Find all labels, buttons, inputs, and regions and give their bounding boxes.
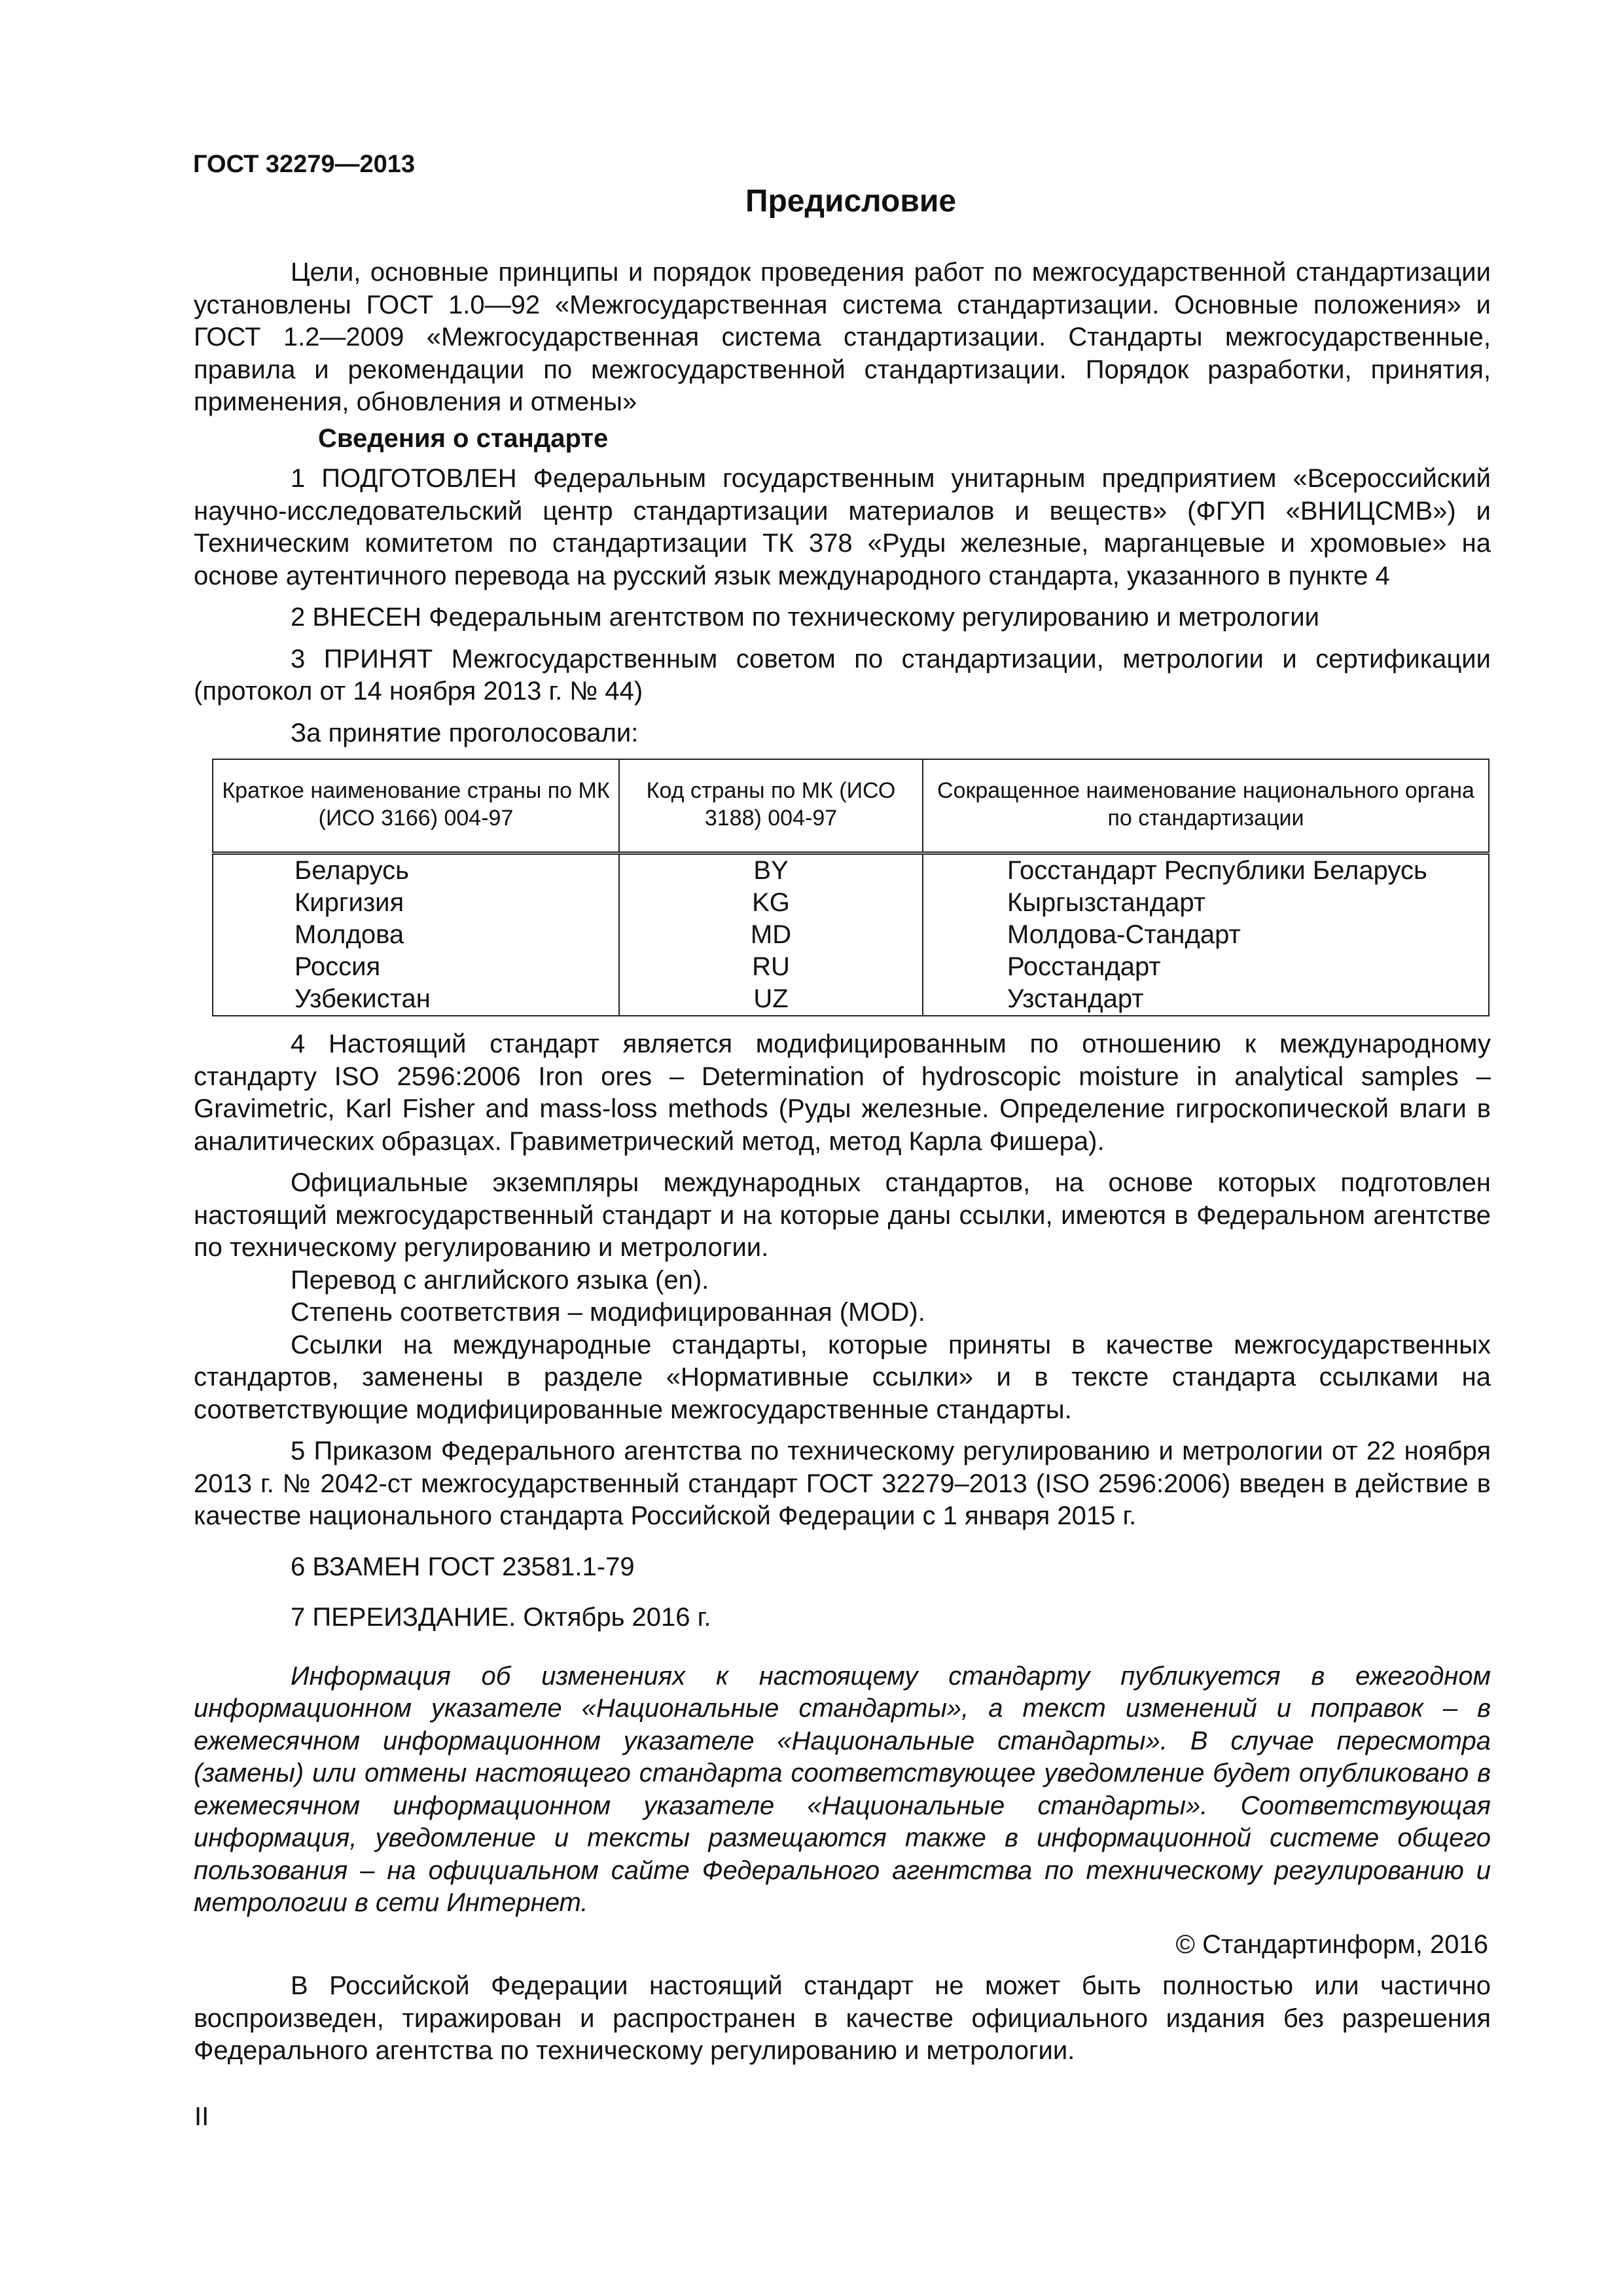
- country-cell: Молдова: [213, 919, 619, 951]
- country-cell: Беларусь: [213, 853, 619, 888]
- page-title: Предисловие: [745, 184, 957, 219]
- table-row: [213, 951, 1489, 983]
- code-cell: UZ: [619, 983, 923, 1016]
- table-row: [213, 853, 1489, 888]
- table-row: [213, 983, 1489, 1016]
- item-prepared: 1 ПОДГОТОВЛЕН Федеральным государственным унитарным предприятием «Всероссийский научно-исследовательский центр стандартизации материалов и веществ» (ФГУП «ВНИЦСМВ») и Техническим комитетом по стандартизации ТК 378 «Руды железные, марганцевые и хромовые» на основе аутентичного перевода на русский язык международного стандарта, указанного в пункте 4: [194, 464, 1491, 590]
- country-cell: Узбекистан: [213, 983, 619, 1016]
- national-body-cell: Молдова-Стандарт: [923, 919, 1489, 951]
- document-number: ГОСТ 32279—2013: [193, 151, 416, 178]
- item-adopted: 3 ПРИНЯТ Межгосударственным советом по стандартизации, метрологии и сертификации (протокол от 14 ноября 2013 г. № 44): [194, 644, 1491, 706]
- table-header-row: [213, 759, 1489, 853]
- page-number: II: [194, 2102, 209, 2131]
- national-body-cell: Кыргызстандарт: [923, 887, 1489, 919]
- code-cell: MD: [619, 919, 923, 951]
- code-cell: BY: [619, 853, 923, 888]
- section-subheading: Сведения о стандарте: [318, 423, 609, 453]
- translation-note: Перевод с английского языка (en).: [291, 1265, 709, 1295]
- item-modified-standard: 4 Настоящий стандарт является модифицированным по отношению к международному стандарту ISO 2596:2006 Iron ores – Determination of hydroscopic moisture in analytical samples – Gravimetric, Karl Fisher and mass-loss methods (Руды железные. Определение гигроскопической влаги в аналитических образцах. Гравиметрический метод, метод Карла Фишера).: [194, 1030, 1491, 1156]
- reproduction-notice: В Российской Федерации настоящий стандарт не может быть полностью или частично воспроизведен, тиражирован и распространен в качестве официального издания без разрешения Федерального агентства по техническому регулированию и метрологии.: [194, 1971, 1491, 2065]
- document-body: [194, 257, 1491, 2068]
- copyright-line: © Стандартинформ, 2016: [1175, 1929, 1488, 1959]
- item-reissue: 7 ПЕРЕИЗДАНИЕ. Октябрь 2016 г.: [291, 1603, 711, 1632]
- item-submitted: 2 ВНЕСЕН Федеральным агентством по техническому регулированию и метрологии: [291, 603, 1319, 632]
- references-note: Ссылки на международные стандарты, которые приняты в качестве межгосударственных стандартов, заменены в разделе «Нормативные ссылки» и в тексте стандарта ссылками на соответствующие модифицированные межгосударственные стандарты.: [194, 1330, 1491, 1424]
- national-body-cell: Росстандарт: [923, 951, 1489, 983]
- code-cell: RU: [619, 951, 923, 983]
- table-row: [213, 887, 1489, 919]
- changes-information-notice: Информация об изменениях к настоящему стандарту публикуется в ежегодном информационном указателе «Национальные стандарты», а текст изменений и поправок – в ежемесячном информационном указателе «Национальные стандарты». В случае пересмотра (замены) или отмены настоящего стандарта соответствующее уведомление будет опубликовано в ежемесячном информационном указателе «Национальные стандарты». Соответствующая информация, уведомление и тексты размещаются также в информационной системе общего пользования – на официальном сайте Федерального агентства по техническому регулированию и метрологии в сети Интернет.: [194, 1661, 1491, 1917]
- table-row: [213, 919, 1489, 951]
- item-replaces: 6 ВЗАМЕН ГОСТ 23581.1-79: [291, 1552, 635, 1581]
- conformity-degree-note: Степень соответствия – модифицированная (MOD).: [291, 1298, 925, 1327]
- country-cell: Россия: [213, 951, 619, 983]
- column-header-national-body: Сокращенное наименование национального органа по стандартизации: [923, 759, 1489, 853]
- column-header-country: Краткое наименование страны по МК (ИСО 3166) 004-97: [213, 759, 619, 853]
- national-body-cell: Узстандарт: [923, 983, 1489, 1016]
- voting-countries-table: [212, 759, 1489, 1016]
- official-copies-note: Официальные экземпляры международных стандартов, на основе которых подготовлен настоящий межгосударственный стандарт и на которые даны ссылки, имеются в Федеральном агентстве по техническому регулированию и метрологии.: [194, 1168, 1491, 1262]
- column-header-code: Код страны по МК (ИСО 3188) 004-97: [619, 759, 923, 853]
- national-body-cell: Госстандарт Республики Беларусь: [923, 853, 1489, 888]
- code-cell: KG: [619, 887, 923, 919]
- intro-paragraph: Цели, основные принципы и порядок проведения работ по межгосударственной стандартизации установлены ГОСТ 1.0—92 «Межгосударственная система стандартизации. Основные положения» и ГОСТ 1.2—2009 «Межгосударственная система стандартизации. Стандарты межгосударственные, правила и рекомендации по межгосударственной стандартизации. Порядок разработки, принятия, применения, обновления и отмены»: [194, 258, 1491, 416]
- country-cell: Киргизия: [213, 887, 619, 919]
- votes-intro: За принятие проголосовали:: [291, 718, 639, 747]
- item-enacted: 5 Приказом Федерального агентства по техническому регулированию и метрологии от 22 ноября 2013 г. № 2042-ст межгосударственный стандарт ГОСТ 32279–2013 (ISO 2596:2006) введен в действие в качестве национального стандарта Российской Федерации с 1 января 2015 г.: [194, 1437, 1491, 1530]
